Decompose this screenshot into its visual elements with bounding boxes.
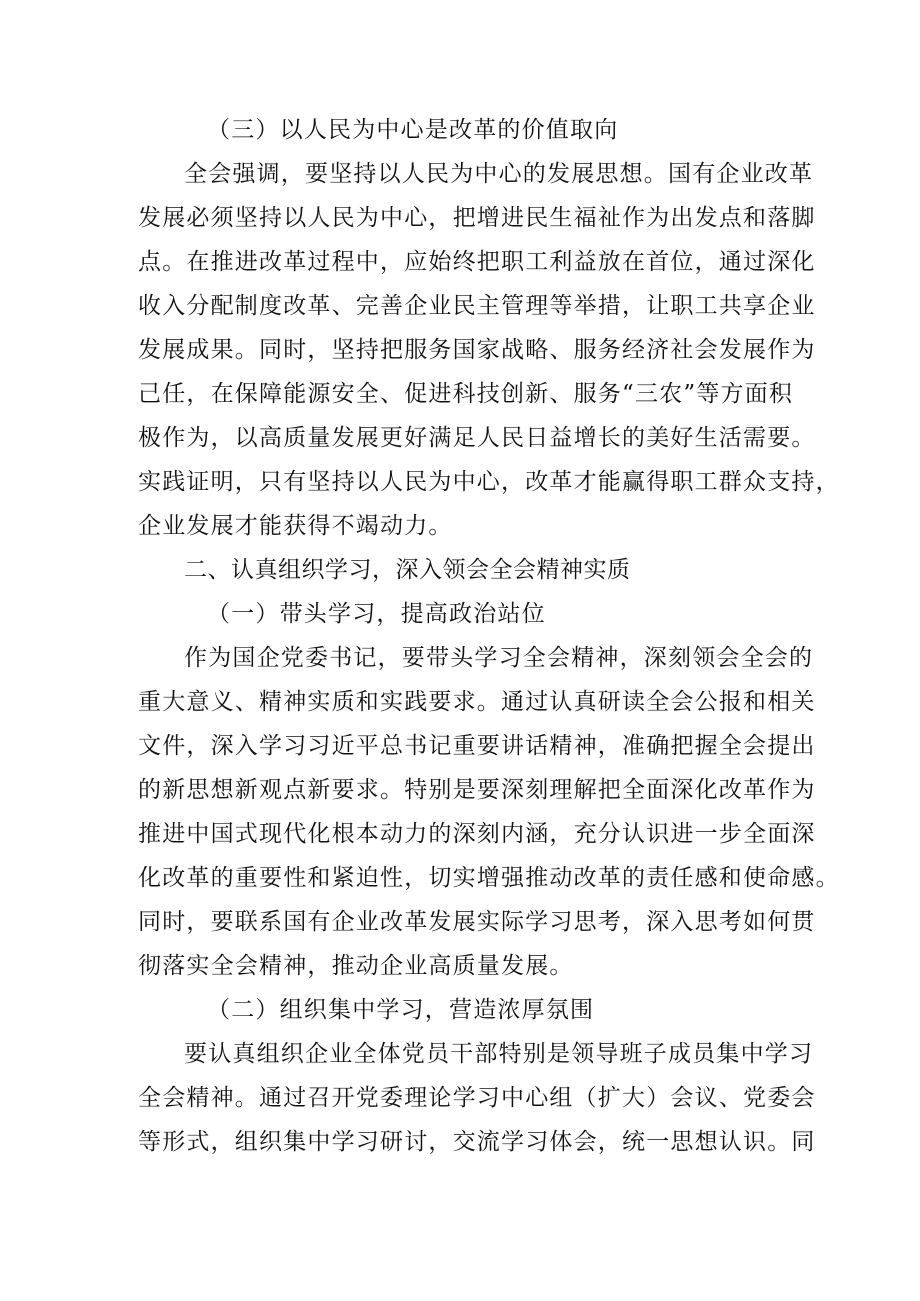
paragraph-line: 点。在推进改革过程中，应始终把职工利益放在首位，通过深化 xyxy=(138,249,816,275)
paragraph-line: 等形式，组织集中学习研讨，交流学习体会，统一思想认识。同 xyxy=(138,1129,816,1155)
paragraph-line: 作为国企党委书记，要带头学习全会精神，深刻领会全会的 xyxy=(184,645,814,671)
paragraph-line: 化改革的重要性和紧迫性，切实增强推动改革的责任感和使命感。 xyxy=(138,865,840,891)
paragraph-line: 彻落实全会精神，推动企业高质量发展。 xyxy=(138,953,574,979)
paragraph-line: 发展必须坚持以人民为中心，把增进民生福祉作为出发点和落脚 xyxy=(138,205,816,231)
paragraph-line: 实践证明，只有坚持以人民为中心，改革才能赢得职工群众支持， xyxy=(138,469,840,495)
section-heading-2: 二、认真组织学习，深入领会全会精神实质 xyxy=(184,557,631,583)
subsection-title-3: （三）以人民为中心是改革的价值取向 xyxy=(207,117,619,143)
paragraph-line: 企业发展才能获得不竭动力。 xyxy=(138,513,453,539)
subsection-title-2: （二）组织集中学习，营造浓厚氛围 xyxy=(207,997,595,1023)
paragraph-line: 己任，在保障能源安全、促进科技创新、服务“三农”等方面积 xyxy=(138,381,794,407)
paragraph-line: 发展成果。同时，坚持把服务国家战略、服务经济社会发展作为 xyxy=(138,337,816,363)
paragraph-line: 全会强调，要坚持以人民为中心的发展思想。国有企业改革 xyxy=(184,161,814,187)
paragraph-line: 全会精神。通过召开党委理论学习中心组（扩大）会议、党委会 xyxy=(138,1085,816,1111)
document-body xyxy=(138,108,840,1164)
paragraph-line: 同时，要联系国有企业改革发展实际学习思考，深入思考如何贯 xyxy=(138,909,816,935)
paragraph-line: 收入分配制度改革、完善企业民主管理等举措，让职工共享企业 xyxy=(138,293,816,319)
paragraph-line: 的新思想新观点新要求。特别是要深刻理解把全面深化改革作为 xyxy=(138,777,816,803)
paragraph-line: 极作为，以高质量发展更好满足人民日益增长的美好生活需要。 xyxy=(138,425,816,451)
paragraph-line: 要认真组织企业全体党员干部特别是领导班子成员集中学习 xyxy=(184,1041,814,1067)
subsection-title-1: （一）带头学习，提高政治站位 xyxy=(207,601,546,627)
paragraph-line: 文件，深入学习习近平总书记重要讲话精神，准确把握全会提出 xyxy=(138,733,816,759)
paragraph-line: 重大意义、精神实质和实践要求。通过认真研读全会公报和相关 xyxy=(138,689,816,715)
paragraph-line: 推进中国式现代化根本动力的深刻内涵，充分认识进一步全面深 xyxy=(138,821,816,847)
